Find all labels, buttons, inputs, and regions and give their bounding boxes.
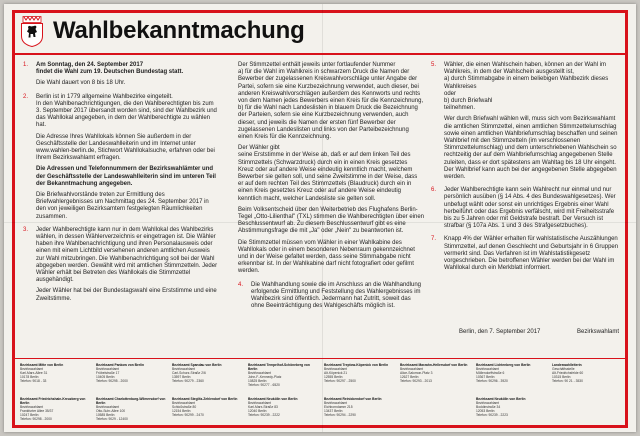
office-line: 10178 Berlin	[20, 375, 39, 380]
office-name: Bezirksamt Steglitz-Zehlendorf von Berlin	[172, 396, 238, 401]
office-line: Telefon: 90296 - 3920	[476, 379, 508, 384]
office-line: Bezirkswahlamt	[400, 367, 424, 372]
office-line: 10367 Berlin	[476, 375, 495, 380]
section-item	[23, 62, 218, 88]
office-name: Bezirksamt Neukölln von Berlin	[476, 396, 526, 401]
office-line: 12627 Berlin	[400, 375, 419, 380]
office-line: Schloßstraße 80	[172, 404, 197, 409]
section-number: 5.	[431, 62, 437, 68]
office-name: Bezirksamt Pankow von Berlin	[96, 363, 145, 367]
notice-sheet	[4, 4, 636, 432]
office-address	[476, 397, 548, 428]
section-paragraph: Berlin ist in 1779 allgemeine Wahlbezirke eingeteilt. In den Wahlbenachrichtigungen, die den Wahlberechtigten bis zum 3. September 2017 übersandt worden sind, sind der Wahlbezirk und das Wahllokal angegeben, in dem der Wahlberechtigte zu wählen hat.	[36, 93, 217, 129]
office-address	[324, 363, 396, 394]
office-line: Möllendorffstraße 6	[476, 371, 505, 376]
section-number: 7.	[431, 236, 437, 243]
section-number: 2.	[23, 93, 29, 100]
section-paragraph: Jeder Wähler hat bei der Bundestagswahl eine Erststimme und eine Zweitstimme.	[36, 288, 217, 302]
section-item	[431, 62, 621, 181]
section-item	[431, 236, 621, 272]
office-line: Telefon: 90239 - 2223	[476, 412, 508, 417]
office-name: Bezirksamt Tempelhof-Schöneberg von Berlin	[248, 363, 310, 372]
office-line: Telefon: 90299 - 2470	[172, 412, 204, 417]
office-line: Karl-Marx-Allee 31	[20, 371, 48, 376]
office-line: Telefon: 90295 - 2000	[96, 379, 128, 384]
section-paragraph: Knapp 4% der Wähler erhalten für wahlstatistische Auszählungen Stimmzettel, auf denen Geschlecht und Geburtsjahr in 6 Gruppen vermerkt sind. Das Verfahren ist im Wahlstatistikgesetz vorgeschrieben. Die betroffenen Wähler werden bei der Wahl im Wahllokal durch ein Merkblatt informiert.	[444, 236, 619, 272]
office-line: Karl-Marx-Straße 83	[248, 404, 278, 409]
office-address	[400, 397, 472, 428]
office-line: Alt-Köpenick 21	[324, 371, 348, 376]
office-line: Telefon: 90298 - 2000	[20, 416, 52, 421]
section-paragraph: Am Sonntag, den 24. September 2017 findet die Wahl zum 19. Deutschen Bundestag statt.	[36, 62, 184, 76]
office-line: 10247 Berlin	[20, 412, 39, 417]
office-address	[552, 363, 624, 394]
office-line: Bezirkswahlamt	[96, 404, 120, 409]
page-title: Wahlbekanntmachung	[53, 17, 305, 44]
office-line: 12154 Berlin	[172, 408, 191, 413]
section-item	[238, 282, 424, 311]
signature-line	[459, 329, 619, 335]
column-1	[23, 62, 218, 309]
signature-office: Bezirkswahlamt	[576, 329, 619, 335]
office-line: Telefon: 9018 - 33	[20, 379, 47, 384]
office-line: 13597 Berlin	[172, 375, 191, 380]
office-address	[552, 397, 624, 428]
office-line: Telefon: 90277 - 6520	[248, 383, 280, 388]
office-line: 10405 Berlin	[96, 375, 115, 380]
office-line: 10825 Berlin	[248, 379, 267, 384]
office-name: Landeswahlleiterin	[552, 363, 582, 367]
office-name: Bezirksamt Neukölln von Berlin	[248, 396, 298, 401]
section-paragraph: Der Stimmzettel enthält jeweils unter fortlaufender Nummer a) für die Wahl im Wahlkreis in schwarzem Druck die Namen der Bewerber der zugelassenen Kreiswahlvorschläge unter Angabe der Partei, sofern sie eine Kurzbezeichnung verwendet, auch dieser, bei anderen Kreiswahlvorschlägen außerdem des Kennworts und rechts von dem Namen jedes Bewerbers einen Kreis für die Kennzeichnung, b) für die Wahl nach Landeslisten in blauem Druck die Bezeichnung der Parteien, sofern sie eine Kurzbezeichnung verwenden, auch dieser, und jeweils die Namen der ersten fünf Bewerber der zugelassenen Landeslisten und links von der Parteibezeichnung einen Kreis für die Kennzeichnung.	[238, 62, 424, 141]
office-line: Otto-Suhr-Allee 100	[96, 408, 126, 413]
office-name: Bezirksamt Marzahn-Hellersdorf von Berlin	[400, 363, 468, 367]
office-address	[96, 363, 168, 394]
office-line: 10315 Berlin	[552, 375, 571, 380]
berlin-bear-crest-icon	[20, 16, 44, 47]
office-line: Telefon: 90293 - 2013	[400, 379, 432, 384]
office-line: Alice-Salomon-Platz 3	[400, 371, 433, 376]
section-paragraph: Die Wahl dauert von 8 bis 18 Uhr.	[36, 80, 126, 87]
office-line: Telefon: 9029 - 12400	[96, 416, 128, 421]
office-address	[172, 397, 244, 428]
section-number: 6.	[431, 187, 437, 194]
office-address	[248, 397, 320, 428]
section-paragraph: Jeder Wahlberechtigte kann nur in dem Wahllokal des Wahlbezirks wählen, in dessen Wählerverzeichnis er eingetragen ist. Die Wähler haben ihre Wahlbenachrichtigung und ihren Personalausweis oder einen mit einem Lichtbild versehenen anderen amtlichen Ausweis zur Wahl mitzubringen. Die Wahlbenachrichtigung soll bei der Wahl abgegeben werden. Gewählt wird mit amtlichen Stimmzetteln. Jeder Wähler erhält bei Betreten des Wahllokals die Stimmzettel ausgehändigt.	[36, 226, 218, 284]
office-line: 10585 Berlin	[96, 412, 115, 417]
column-3	[431, 62, 621, 278]
office-line: Telefon: 90 21 - 3530	[552, 379, 583, 384]
section-paragraph: Die Briefwahlvorstände treten zur Ermittlung des Briefwahlergebnisses um Nachmittag des 24. September 2017 in den von jeweiligen Bezirksamtern festgelegten Räumlichkeiten zusammen.	[36, 192, 209, 220]
office-line: Bezirkswahlamt	[324, 367, 348, 372]
office-line: John-F.-Kennedy-Platz	[248, 375, 282, 380]
office-line: Bezirkswahlamt	[20, 404, 44, 409]
office-address	[172, 363, 244, 394]
office-line: Telefon: 90279 - 2360	[172, 379, 204, 384]
section-paragraph: Die Wahlhandlung sowie die im Anschluss an die Wahlhandlung erfolgende Ermittlung und Feststellung des Wahlergebnisses im Wahlbezirk sind öffentlich. Jedermann hat Zutritt, soweit das ohne Beeinträchtigung des Wahlgeschäfts möglich ist.	[251, 281, 421, 310]
section-item	[23, 94, 218, 221]
office-line: Bezirkswahlamt	[476, 367, 500, 372]
office-line: Bezirkswahlamt	[20, 367, 44, 372]
office-name: Bezirksamt Friedrichshain-Kreuzberg von Berlin	[20, 396, 86, 405]
office-line: Telefon: 90294 - 2290	[324, 412, 356, 417]
section-number: 1.	[23, 62, 29, 68]
footer-rule	[15, 358, 625, 359]
office-line: Bezirkswahlamt	[96, 367, 120, 372]
office-name: Bezirksamt Mitte von Berlin	[20, 363, 64, 367]
office-line: Bezirkswahlamt	[248, 400, 272, 405]
office-line: Bezirkswahlamt	[172, 400, 196, 405]
office-line: Bezirkswahlamt	[324, 400, 348, 405]
office-line: Telefon: 90239 - 2222	[248, 412, 280, 417]
office-line: 12040 Berlin	[248, 408, 267, 413]
office-line: Frankfurter Allee 35/37	[20, 408, 54, 413]
office-line: Bezirkswahlamt	[248, 371, 272, 376]
office-name: Bezirksamt Treptow-Köpenick von Berlin	[324, 363, 389, 367]
office-line: 13437 Berlin	[324, 408, 343, 413]
office-address	[20, 397, 92, 428]
section-item	[23, 227, 218, 303]
section-paragraph: Die Adresse Ihres Wahllokals können Sie außerdem in der Geschäftsstelle der Landeswahlleiterin und im Internet unter www.wahlen-berlin.de, Stichwort Wahllokalsuche, erfahren oder bei Ihrem Bezirkswahlamt erfragen.	[36, 133, 215, 162]
office-address	[248, 363, 320, 394]
office-name: Bezirksamt Reinickendorf von Berlin	[324, 396, 382, 401]
office-line: Carl-Schurz-Straße 2/6	[172, 371, 206, 376]
office-line: 12053 Berlin	[476, 408, 495, 413]
office-line: Bezirkswahlamt	[172, 367, 196, 372]
office-line: Telefon: 90297 - 2500	[324, 379, 356, 384]
office-line: 12555 Berlin	[324, 375, 343, 380]
title-rule	[15, 53, 625, 55]
office-line: Fröbelstraße 17	[96, 371, 120, 376]
column-2	[238, 62, 424, 317]
office-line: Eichborndamm 215	[324, 404, 353, 409]
section-paragraph: Wähler, die einen Wahlschein haben, können an der Wahl im Wahlkreis, in dem der Wahlschein ausgestellt ist, a) durch Stimmabgabe in einem beliebigen Wahlbezirk dieses Wahlkreises oder b) durch Briefwahl teilnehmen.	[444, 62, 609, 112]
section-paragraph: Die Adressen und Telefonnummern der Bezirkswahlämter und der Geschäftsstelle der Landeswahlleiterin sind im unteren Teil der Bekanntmachung angegeben.	[36, 166, 216, 187]
office-name: Bezirksamt Charlottenburg-Wilmersdorf von Berlin	[96, 396, 166, 405]
section-item	[238, 62, 424, 276]
office-address	[476, 363, 548, 394]
office-address	[96, 397, 168, 428]
section-paragraph: Beim Volksentscheid über den Weiterbetrieb des Flughafens Berlin-Tegel „Otto-Lilienthal" (TXL) stimmen die Wahlberechtigten über einen Beschlussentwurf ab. Zu diesem Beschlussentwurf gibt es eine Abstimmungsfrage die mit „Ja" oder „Nein" zu beantworten ist.	[238, 206, 424, 235]
office-name: Bezirksamt Lichtenberg von Berlin	[476, 363, 531, 367]
section-paragraph: Wer durch Briefwahl wählen will, muss sich vom Bezirkswahlamt die amtlichen Stimmzettel, einen amtlichen Stimmzettelumschlag sowie einen amtlichen Wahlbriefumschlag beschaffen und seinen Wahlbrief mit den Stimmzetteln (im verschlossenen Stimmzettelumschlag) und dem unterschriebenen Wahlschein so rechtzeitig der auf dem Wahlbriefumschlag angegebenen Stelle zuleiten, dass er dort spätestens am Wahltag bis 18 Uhr eingeht. Der Wahlbrief kann auch bei der angegebenen Stelle abgegeben werden.	[444, 116, 618, 181]
office-address-grid	[20, 363, 624, 427]
office-address	[20, 363, 92, 394]
office-name: Bezirksamt Spandau von Berlin	[172, 363, 222, 367]
section-number: 3.	[23, 226, 29, 233]
section-paragraph: Die Stimmzettel müssen vom Wähler in einer Wahlkabine des Wahllokals oder in einem besonderen Nebenraum gekennzeichnet und in der Weise gefaltet werden, dass seine Stimmabgabe nicht erkennbar ist. In der Wahlkabine darf nicht fotografiert oder gefilmt werden.	[238, 239, 415, 275]
office-address	[324, 397, 396, 428]
office-address	[400, 363, 472, 394]
section-paragraph: Jeder Wahlberechtigte kann sein Wahlrecht nur einmal und nur persönlich ausüben (§ 14 Abs. 4 des Bundeswahlgesetzes). Wer unbefugt wählt oder sonst ein unrichtiges Ergebnis einer Wahl herbeiführt oder das Ergebnis verfälscht, wird mit Freiheitsstrafe bis zu 5 Jahren oder mit Geldstrafe bestraft. Der Versuch ist strafbar (§ 107a Abs. 1 und 3 des Strafgesetzbuches).	[444, 187, 616, 230]
section-item	[431, 187, 621, 230]
office-line: Alt-Friedrichsfelde 60	[552, 371, 584, 376]
office-line: Geschäftsstelle	[552, 367, 575, 372]
office-line: Boddinstraße 34	[476, 404, 501, 409]
section-number: 4.	[238, 281, 244, 288]
section-paragraph: Der Wähler gibt seine Erststimme in der Weise ab, daß er auf dem linken Teil des Stimmzettels (Schwarzdruck) durch ein in einen Kreis gesetztes Kreuz oder auf andere Weise eindeutig kenntlich macht, welchem Bewerber sie gelten soll, und seine Zweitstimme in der Weise, dass er auf dem rechten Teil des Stimmzettels (Blaudruck) durch ein in einen Kreis gesetztes Kreuz oder auf andere Weise eindeutig kenntlich macht, welcher Landesliste sie gelten soll.	[238, 145, 418, 202]
signature-place-date: Berlin, den 7. September 2017	[459, 329, 541, 335]
office-line: Bezirkswahlamt	[476, 400, 500, 405]
